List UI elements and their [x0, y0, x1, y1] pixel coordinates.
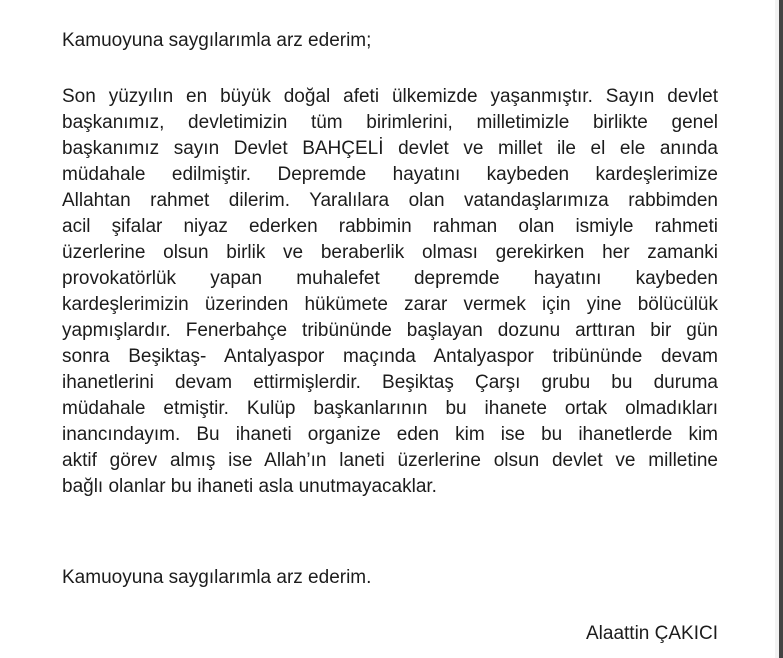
body-line: Allahtan rahmet dilerim. Yaralılara olan vatandaşlarımıza rabbimden — [62, 190, 718, 211]
letter-closing: Kamuoyuna saygılarımla arz ederim. — [62, 567, 372, 588]
body-line: bağlı olanlar bu ihaneti asla unutmayacaklar. — [62, 476, 437, 497]
letter-greeting: Kamuoyuna saygılarımla arz ederim; — [62, 30, 372, 51]
body-line: kardeşlerimizin üzerinden hükümete zarar vermek için yine bölücülük — [62, 294, 718, 315]
body-line: provokatörlük yapan muhalefet depremde hayatını kaybeden — [62, 268, 718, 289]
body-line: Son yüzyılın en büyük doğal afeti ülkemizde yaşanmıştır. Sayın devlet — [62, 86, 718, 107]
body-line: üzerlerine olsun birlik ve beraberlik olması gerekirken her zamanki — [62, 242, 718, 263]
body-line: acil şifalar niyaz ederken rabbimin rahman olan ismiyle rahmeti — [62, 216, 718, 237]
body-line: başkanımız sayın Devlet BAHÇELİ devlet ve millet ile el ele anında — [62, 138, 718, 159]
page-edge-border — [779, 0, 783, 658]
letter-signature: Alaattin ÇAKICI — [586, 623, 718, 644]
body-line: müdahale etmiştir. Kulüp başkanlarının bu ihanete ortak olmadıkları — [62, 398, 718, 419]
body-line: yapmışlardır. Fenerbahçe tribününde başlayan dozunu arttıran bir gün — [62, 320, 718, 341]
letter-body — [62, 84, 718, 500]
body-line: müdahale edilmiştir. Depremde hayatını kaybeden kardeşlerimize — [62, 164, 718, 185]
body-line: sonra Beşiktaş- Antalyaspor maçında Antalyaspor tribününde devam — [62, 346, 718, 367]
body-line: aktif görev almış ise Allah’ın laneti üzerlerine olsun devlet ve milletine — [62, 450, 718, 471]
body-line: başkanımız, devletimizin tüm birimlerini, milletimizle birlikte genel — [62, 112, 718, 133]
body-line: ihanetlerini devam ettirmişlerdir. Beşiktaş Çarşı grubu bu duruma — [62, 372, 718, 393]
body-line: inancındayım. Bu ihaneti organize eden kim ise bu ihanetlerde kim — [62, 424, 718, 445]
